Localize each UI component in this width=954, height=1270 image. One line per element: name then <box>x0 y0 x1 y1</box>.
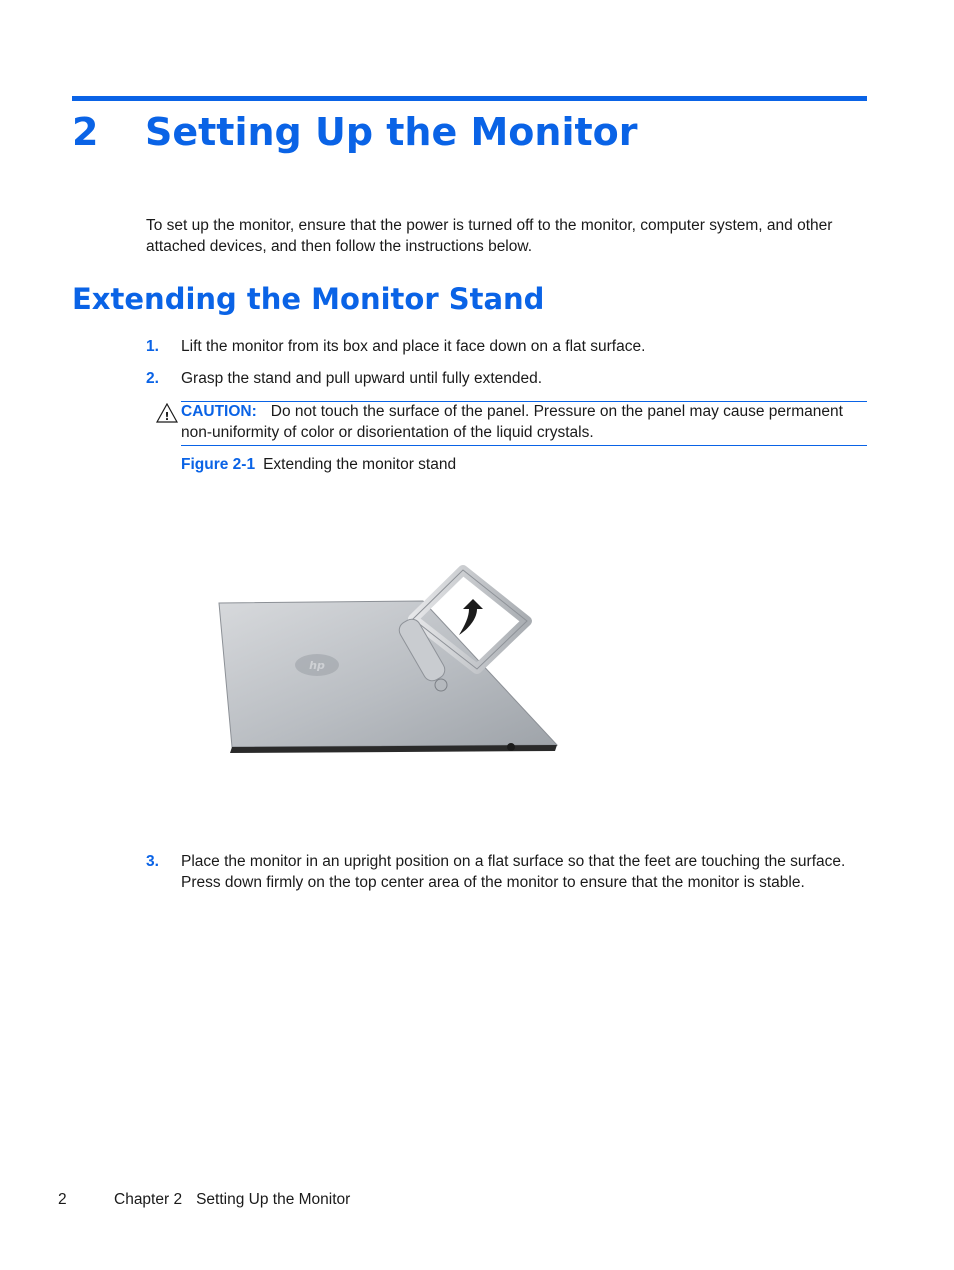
step-number: 1. <box>146 338 159 355</box>
figure-label: Figure 2-1 <box>181 456 256 473</box>
warning-triangle-icon <box>156 403 178 423</box>
figure-caption <box>181 454 456 475</box>
list-item <box>146 368 866 389</box>
svg-text:!: ! <box>164 410 170 423</box>
step-number: 3. <box>146 853 159 870</box>
step-text: Grasp the stand and pull upward until fully extended. <box>181 370 543 387</box>
power-button-icon <box>507 743 515 751</box>
arrow-up-icon <box>459 599 483 635</box>
footer-chapter-label: Chapter 2 <box>114 1191 183 1208</box>
hp-logo-icon <box>295 654 339 676</box>
chapter-number: 2 <box>72 110 99 154</box>
figure-caption-text: Extending the monitor stand <box>263 456 457 473</box>
monitor-back-panel <box>219 601 557 747</box>
svg-text:hp: hp <box>309 659 325 672</box>
list-item <box>146 851 866 893</box>
caution-label: CAUTION: <box>181 403 257 420</box>
chapter-title <box>72 106 867 158</box>
monitor-stand-illustration <box>215 565 560 760</box>
list-item <box>146 336 866 357</box>
chapter-rule <box>72 96 867 101</box>
caution-body: Do not touch the surface of the panel. Pressure on the panel may cause permanent non-uniformity of color or disorientation of the liquid crystals. <box>181 403 843 441</box>
footer-chapter-title: Setting Up the Monitor <box>196 1191 351 1208</box>
page-footer <box>58 1189 350 1210</box>
caution-text <box>181 401 867 443</box>
chapter-title-text: Setting Up the Monitor <box>145 110 638 154</box>
step-text: Lift the monitor from its box and place it face down on a flat surface. <box>181 338 646 355</box>
page-number: 2 <box>58 1191 67 1208</box>
section-title: Extending the Monitor Stand <box>72 282 545 316</box>
intro-paragraph: To set up the monitor, ensure that the power is turned off to the monitor, computer system, and other attached devices, and then follow the instructions below. <box>146 217 833 255</box>
step-text: Place the monitor in an upright position on a flat surface so that the feet are touching the surface. Press down firmly on the top center area of the monitor to ensure that the monitor is stable. <box>181 853 846 891</box>
step-number: 2. <box>146 370 159 387</box>
